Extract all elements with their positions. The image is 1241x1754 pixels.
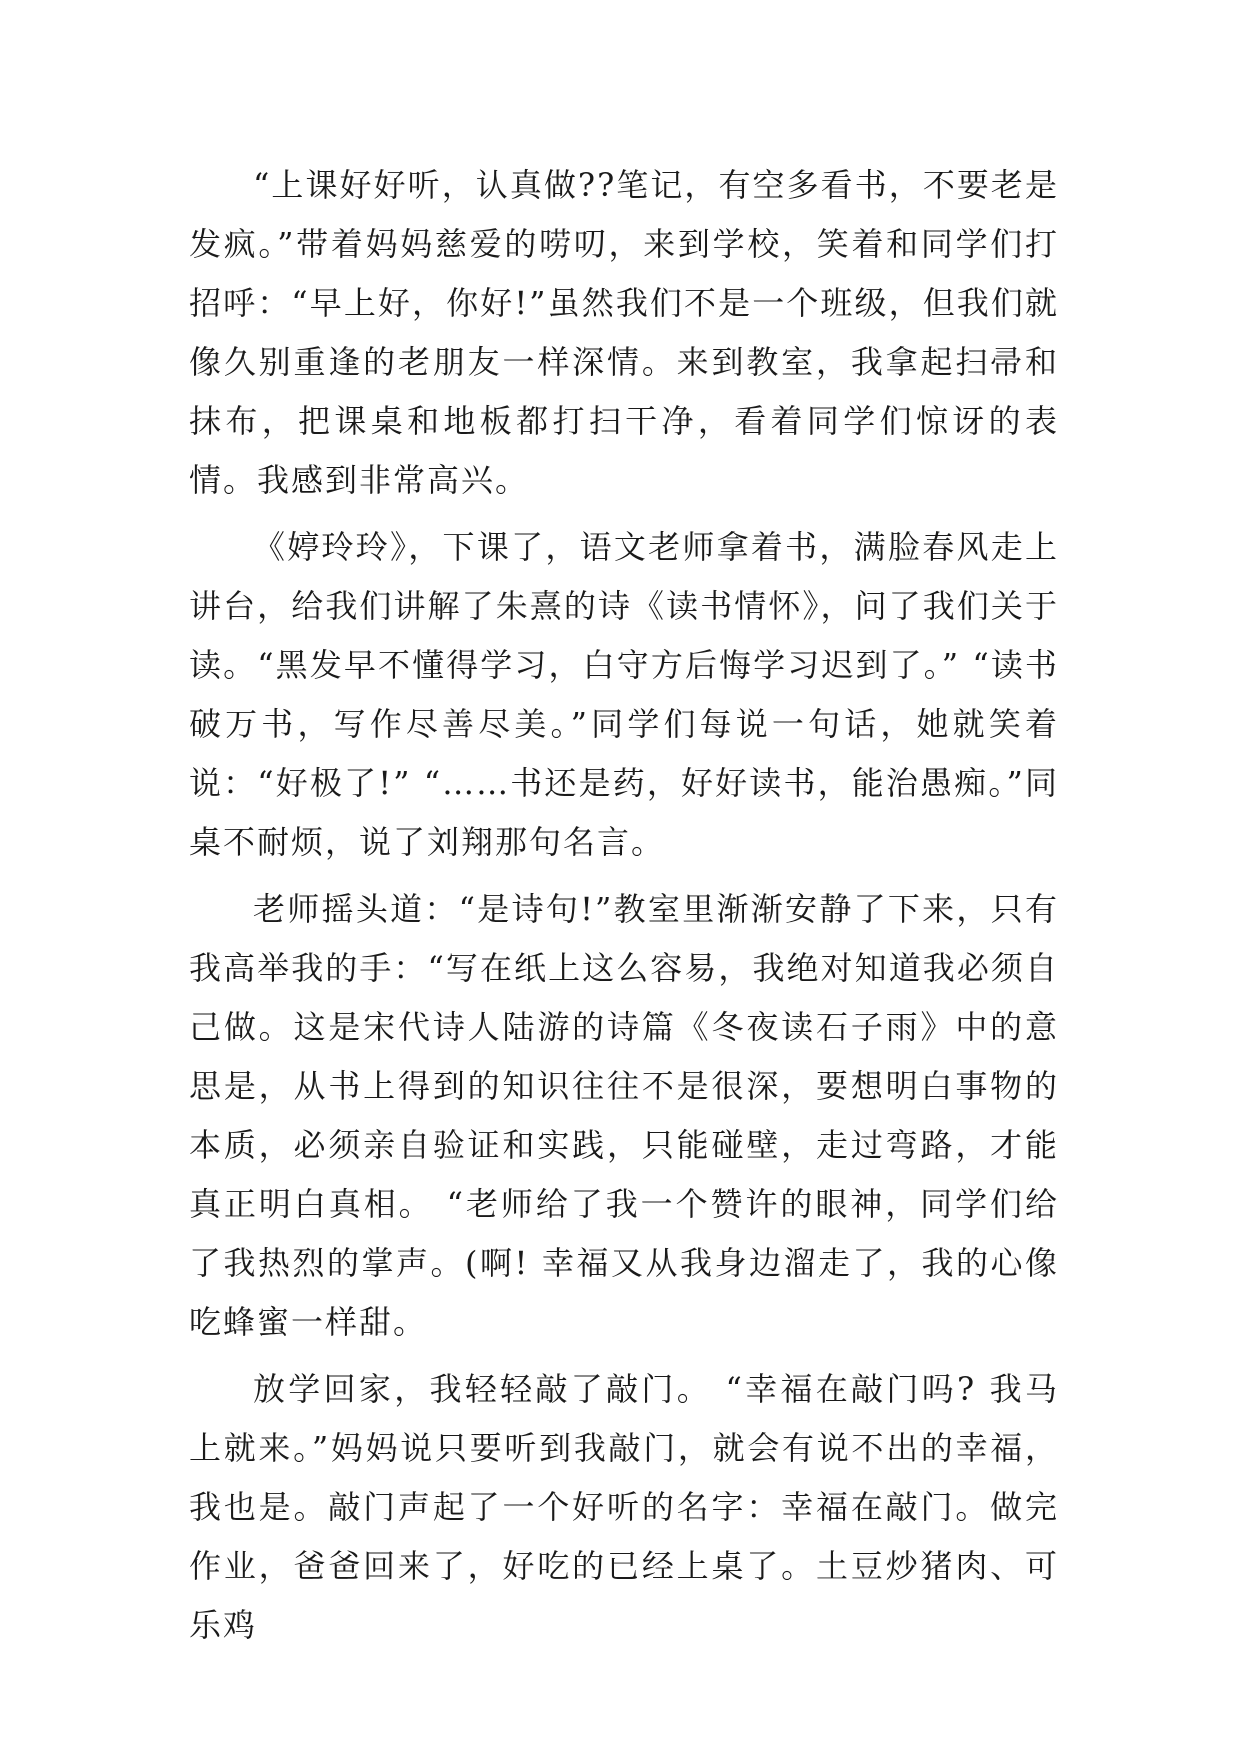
paragraph-4: 放学回家，我轻轻敲了敲门。 “幸福在敲门吗? 我马上就来。”妈妈说只要听到我敲门，就会有说不出的幸福，我也是。敲门声起了一个好听的名字：幸福在敲门。做完作业，爸爸回来了，好吃的已经上桌了。土豆炒猪肉、可乐鸡 bbox=[189, 1370, 1059, 1644]
paragraph-2: 《婷玲玲》，下课了，语文老师拿着书，满脸春风走上讲台，给我们讲解了朱熹的诗《读书情怀》，问了我们关于读。“黑发早不懂得学习，白守方后悔学习迟到了。” “读书破万书，写作尽善尽美。”同学们每说一句话，她就笑着说：“好极了!” “……书还是药，好好读书，能治愚痴。”同桌不耐烦，说了刘翔那句名言。 bbox=[189, 528, 1059, 861]
paragraph-1: “上课好好听，认真做??笔记，有空多看书，不要老是发疯。”带着妈妈慈爱的唠叨，来到学校，笑着和同学们打招呼：“早上好，你好!”虽然我们不是一个班级，但我们就像久别重逢的老朋友一样深情。来到教室，我拿起扫帚和抹布，把课桌和地板都打扫干净，看着同学们惊讶的表情。我感到非常高兴。 bbox=[189, 166, 1059, 499]
document-body bbox=[189, 156, 1059, 1655]
paragraph-3: 老师摇头道：“是诗句!”教室里渐渐安静了下来，只有我高举我的手：“写在纸上这么容易，我绝对知道我必须自己做。这是宋代诗人陆游的诗篇《冬夜读石子雨》中的意思是，从书上得到的知识往往不是很深，要想明白事物的本质，必须亲自验证和实践，只能碰壁，走过弯路，才能真正明白真相。 “老师给了我一个赞许的眼神，同学们给了我热烈的掌声。(啊! 幸福又从我身边溜走了，我的心像吃蜂蜜一样甜。 bbox=[189, 890, 1059, 1341]
